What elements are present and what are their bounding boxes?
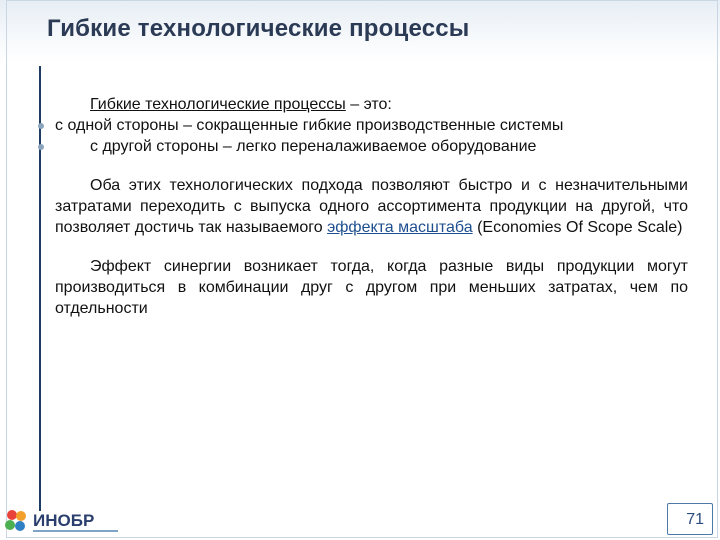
scope-effect-link[interactable]: эффекта масштаба — [327, 219, 473, 236]
slide-title: Гибкие технологические процессы — [47, 15, 470, 42]
bullet-dot-icon — [38, 144, 44, 150]
bullet-item-2 — [55, 136, 688, 157]
p2-text-before: Оба этих технологических подхода позволяют быстро и с незначительными затратами переходить с выпуска одного ассортимента продукции на другой, что позволяет достичь так называемого — [55, 177, 688, 236]
bullet-item-1 — [55, 115, 688, 136]
bullet-text-1: с одной стороны – сокращенные гибкие производственные системы — [55, 117, 564, 134]
spacer — [55, 157, 688, 175]
page-number: 71 — [686, 511, 704, 528]
bullet-dot-icon — [38, 123, 44, 129]
accent-line — [39, 66, 41, 511]
intro-paragraph — [55, 94, 688, 115]
p2-text-after: (Economies Of Scope Scale) — [472, 219, 683, 236]
logo-text: ИНОБР — [33, 511, 95, 530]
logo-underline — [33, 530, 118, 532]
logo-mark-icon — [3, 508, 31, 534]
bullet-text-2: с другой стороны – легко переналаживаемое оборудование — [90, 138, 537, 155]
inobr-logo — [3, 508, 123, 534]
intro-term: Гибкие технологические процессы — [90, 96, 346, 113]
paragraph-2 — [55, 175, 688, 238]
paragraph-3: Эффект синергии возникает тогда, когда разные виды продукции могут производиться в комбинации друг с другом при меньших затратах, чем по отдельности — [55, 258, 688, 317]
page-number-box — [667, 503, 713, 535]
slide-content — [55, 94, 688, 319]
spacer — [55, 238, 688, 256]
intro-rest: – это: — [345, 96, 392, 113]
